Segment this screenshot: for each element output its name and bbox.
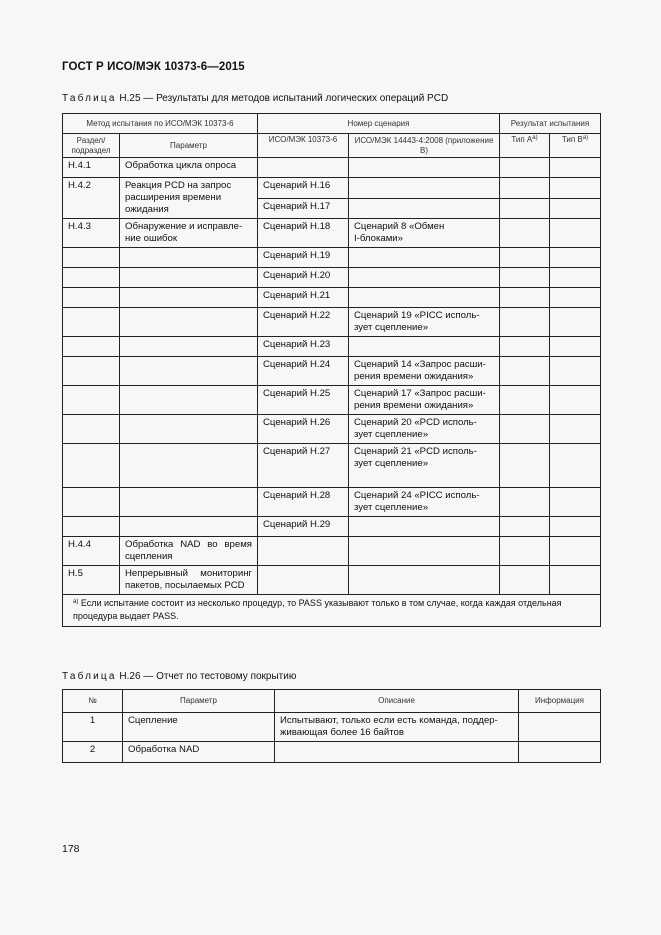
type-b-cell (550, 178, 601, 199)
type-b-cell (550, 337, 601, 357)
table-row (63, 158, 601, 178)
header-type-b: Тип $B^{а)}$ (550, 134, 601, 158)
type-b-cell (550, 308, 601, 337)
header-info: Информация (519, 690, 601, 713)
parameter-cell: Реакция PCD на запрос расширения времени ожидания (120, 178, 258, 219)
section-cell (63, 517, 120, 537)
section-cell (63, 444, 120, 488)
parameter-cell (120, 415, 258, 444)
table-25-caption (62, 93, 448, 104)
type-a-cell (500, 566, 550, 595)
section-cell (63, 415, 120, 444)
type-a-cell (500, 288, 550, 308)
table-row (63, 517, 601, 537)
table-row (63, 178, 601, 199)
table-word: Таблица (62, 93, 117, 104)
parameter-cell (120, 288, 258, 308)
iso14443-cell: Сценарий 19 «PICC исполь- зует сцепление» (349, 308, 500, 337)
type-a-cell (500, 386, 550, 415)
num-cell: 2 (63, 742, 123, 763)
footnote-mark: а) (73, 599, 79, 605)
type-b-cell (550, 357, 601, 386)
scenario-cell: Сценарий H.24 (258, 357, 349, 386)
table-row (63, 415, 601, 444)
footnote-row (63, 595, 601, 627)
section-cell: H.4.2 (63, 178, 120, 219)
parameter-cell (120, 248, 258, 268)
iso14443-cell: Сценарий 8 «Обмен I-блоками» (349, 219, 500, 248)
iso14443-cell (349, 566, 500, 595)
scenario-cell: Сценарий H.27 (258, 444, 349, 488)
section-cell: H.4.4 (63, 537, 120, 566)
parameter-cell: Обработка NAD во время сцепления (120, 537, 258, 566)
iso14443-cell: Сценарий 20 «PCD исполь- зует сцепление» (349, 415, 500, 444)
table-row (63, 742, 601, 763)
table-26-caption (62, 671, 296, 682)
scenario-cell: Сценарий H.29 (258, 517, 349, 537)
scenario-cell: Сценарий H.23 (258, 337, 349, 357)
table-25 (62, 113, 601, 627)
parameter-cell (120, 488, 258, 517)
parameter-cell (120, 517, 258, 537)
scenario-cell: Сценарий H.28 (258, 488, 349, 517)
type-a-cell (500, 308, 550, 337)
num-cell: 1 (63, 713, 123, 742)
table-row (63, 219, 601, 248)
section-cell (63, 337, 120, 357)
type-b-cell (550, 288, 601, 308)
header-section: Раздел/ подраздел (63, 134, 120, 158)
document-header: ГОСТ Р ИСО/МЭК 10373-6—2015 (62, 61, 245, 73)
section-cell (63, 288, 120, 308)
iso14443-cell (349, 158, 500, 178)
header-num: № (63, 690, 123, 713)
type-a-cell (500, 488, 550, 517)
parameter-cell (120, 308, 258, 337)
iso14443-cell (349, 537, 500, 566)
iso14443-cell: Сценарий 17 «Запрос расши- рения времени ожидания» (349, 386, 500, 415)
header-iso14443: ИСО/МЭК 14443-4:2008 (приложение B) (349, 134, 500, 158)
header-parameter: Параметр (123, 690, 275, 713)
table-row (63, 444, 601, 488)
header-description: Описание (275, 690, 519, 713)
type-b-cell (550, 444, 601, 488)
scenario-cell: Сценарий H.17 (258, 198, 349, 219)
table-row (63, 308, 601, 337)
section-cell (63, 357, 120, 386)
header-method-group: Метод испытания по ИСО/МЭК 10373-6 (63, 114, 258, 134)
table-word: Таблица (62, 671, 117, 682)
section-cell: H.4.1 (63, 158, 120, 178)
table-row (63, 248, 601, 268)
description-cell (275, 742, 519, 763)
table-row (63, 566, 601, 595)
parameter-cell: Обнаружение и исправле- ние ошибок (120, 219, 258, 248)
scenario-cell: Сценарий H.25 (258, 386, 349, 415)
type-a-cell (500, 357, 550, 386)
scenario-cell (258, 566, 349, 595)
iso14443-cell (349, 178, 500, 199)
iso14443-cell: Сценарий 24 «PICC исполь- зует сцепление» (349, 488, 500, 517)
type-a-cell (500, 248, 550, 268)
section-cell (63, 248, 120, 268)
type-a-cell (500, 268, 550, 288)
parameter-cell (120, 357, 258, 386)
scenario-cell: Сценарий H.20 (258, 268, 349, 288)
type-b-cell (550, 566, 601, 595)
header-type-a: Тип $A^{а)}$ (500, 134, 550, 158)
iso14443-cell (349, 337, 500, 357)
table-row (63, 337, 601, 357)
footnote-text: Если испытание состоит из несколько процедур, то PASS указывают только в том случае, когда каждая отдельная процедура выдает PASS. (73, 598, 562, 621)
type-a-cell (500, 537, 550, 566)
section-cell: H.5 (63, 566, 120, 595)
parameter-cell (120, 268, 258, 288)
scenario-cell: Сценарий H.26 (258, 415, 349, 444)
type-a-cell (500, 178, 550, 199)
iso14443-cell (349, 248, 500, 268)
parameter-cell: Непрерывный мониторинг пакетов, посылаемых PCD (120, 566, 258, 595)
type-a-cell (500, 415, 550, 444)
parameter-cell: Обработка цикла опроса (120, 158, 258, 178)
iso14443-cell: Сценарий 21 «PCD исполь- зует сцепление» (349, 444, 500, 488)
table-row (63, 488, 601, 517)
type-b-cell (550, 158, 601, 178)
table-row (63, 268, 601, 288)
type-b-cell (550, 386, 601, 415)
info-cell (519, 742, 601, 763)
section-cell (63, 386, 120, 415)
header-iso10373: ИСО/МЭК 10373-6 (258, 134, 349, 158)
header-scenario-group: Номер сценария (258, 114, 500, 134)
table-row (63, 537, 601, 566)
type-b-cell (550, 198, 601, 219)
section-cell (63, 268, 120, 288)
table-25-title: H.25 — Результаты для методов испытаний логических операций PCD (116, 93, 449, 104)
table-row (63, 386, 601, 415)
parameter-cell (120, 386, 258, 415)
type-a-cell (500, 444, 550, 488)
type-b-cell (550, 517, 601, 537)
table-26-title: H.26 — Отчет по тестовому покрытию (116, 671, 297, 682)
page-number: 178 (62, 843, 80, 855)
iso14443-cell (349, 517, 500, 537)
iso14443-cell: Сценарий 14 «Запрос расши- рения времени ожидания» (349, 357, 500, 386)
scenario-cell (258, 158, 349, 178)
type-b-cell (550, 219, 601, 248)
header-parameter: Параметр (120, 134, 258, 158)
scenario-cell: Сценарий H.19 (258, 248, 349, 268)
parameter-cell: Сцепление (123, 713, 275, 742)
table-row (63, 713, 601, 742)
type-a-cell (500, 219, 550, 248)
type-b-cell (550, 415, 601, 444)
section-cell (63, 488, 120, 517)
scenario-cell (258, 537, 349, 566)
info-cell (519, 713, 601, 742)
type-a-cell (500, 337, 550, 357)
type-b-cell (550, 268, 601, 288)
section-cell (63, 308, 120, 337)
table-footnote (63, 595, 601, 627)
scenario-cell: Сценарий H.21 (258, 288, 349, 308)
table-row (63, 288, 601, 308)
table-row (63, 357, 601, 386)
iso14443-cell (349, 198, 500, 219)
parameter-cell (120, 337, 258, 357)
iso14443-cell (349, 268, 500, 288)
description-cell: Испытывают, только если есть команда, поддер- живающая более 16 байтов (275, 713, 519, 742)
iso14443-cell (349, 288, 500, 308)
type-a-cell (500, 158, 550, 178)
table-26 (62, 689, 601, 763)
type-b-cell (550, 248, 601, 268)
parameter-cell (120, 444, 258, 488)
type-a-cell (500, 198, 550, 219)
header-result-group: Результат испытания (500, 114, 601, 134)
section-cell: H.4.3 (63, 219, 120, 248)
type-a-cell (500, 517, 550, 537)
type-b-cell (550, 488, 601, 517)
parameter-cell: Обработка NAD (123, 742, 275, 763)
scenario-cell: Сценарий H.22 (258, 308, 349, 337)
scenario-cell: Сценарий H.18 (258, 219, 349, 248)
type-b-cell (550, 537, 601, 566)
scenario-cell: Сценарий H.16 (258, 178, 349, 199)
